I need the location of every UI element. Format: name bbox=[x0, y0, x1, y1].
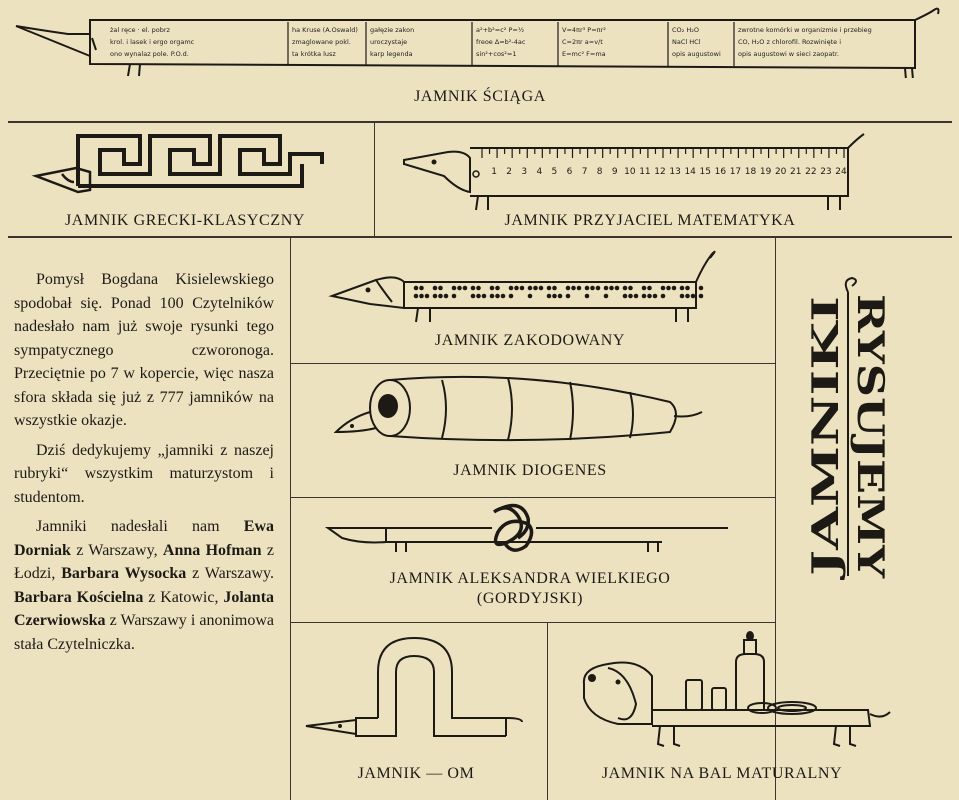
left-column-divider bbox=[290, 238, 291, 800]
mid-divider-3 bbox=[291, 622, 775, 623]
svg-text:żal ręce · el. pobrz: żal ręce · el. pobrz bbox=[110, 26, 170, 34]
ruler-number: 8 bbox=[596, 167, 603, 177]
vertical-title-word1: RYSUJEMY bbox=[849, 294, 891, 516]
caption-zakodowany: JAMNIK ZAKODOWANY bbox=[434, 332, 626, 349]
middle-divider bbox=[8, 236, 952, 238]
caption-bal: JAMNIK NA BAL MATURALNY bbox=[601, 765, 843, 782]
ruler-number: 4 bbox=[536, 167, 543, 177]
svg-text:NaCl HCl: NaCl HCl bbox=[672, 38, 701, 46]
dachshund-coded-drawing bbox=[326, 244, 726, 324]
svg-text:gałęzie zakon: gałęzie zakon bbox=[370, 26, 415, 34]
svg-text:V=4πr³ P=πr²: V=4πr³ P=πr² bbox=[562, 26, 606, 34]
ruler-number: 21 bbox=[790, 167, 802, 177]
caption-om: JAMNIK — OM bbox=[357, 765, 475, 782]
dachshund-ruler-drawing bbox=[398, 132, 868, 212]
article-paragraph-2: Dziś dedykujemy „jamniki z naszej rubryki“ wszystkim maturzystom i studentom. bbox=[14, 441, 274, 506]
svg-text:a²+b²=c² P=½: a²+b²=c² P=½ bbox=[476, 26, 525, 34]
svg-text:CO, H₂O z chlorofil. Rozwinięt: CO, H₂O z chlorofil. Rozwinięte i bbox=[738, 38, 842, 46]
ruler-number: 18 bbox=[744, 167, 757, 177]
ruler-number: 22 bbox=[805, 167, 817, 177]
dachshund-prom-drawing bbox=[578, 628, 898, 758]
article-paragraph-3: Jamniki nadesłali nam Ewa Dorniak z Warszawy, Anna Hofman z Łodzi, Barbara Wysocka z Warszawy. Barbara Kościelna z Katowic, Jolanta Czerwiowska z Warszawy i anonimowa stała Czytelniczka. bbox=[14, 518, 275, 653]
ruler-number: 6 bbox=[566, 167, 573, 177]
contributor-name: Jolanta Czerwiowska bbox=[14, 588, 275, 629]
ruler-number: 11 bbox=[639, 167, 651, 177]
svg-text:karp legenda: karp legenda bbox=[370, 50, 413, 58]
svg-text:krol. i lasek i ergo orgamc: krol. i lasek i ergo orgamc bbox=[110, 38, 195, 46]
ruler-number: 2 bbox=[506, 167, 513, 177]
svg-text:zmaglowane pokl.: zmaglowane pokl. bbox=[292, 38, 351, 46]
dachshund-barrel-drawing bbox=[330, 372, 730, 452]
ruler-number: 19 bbox=[759, 167, 772, 177]
svg-text:uroczystaje: uroczystaje bbox=[370, 38, 408, 46]
caption-matematyka: JAMNIK PRZYJACIEL MATEMATYKA bbox=[504, 212, 796, 229]
caption-sciaga: JAMNIK ŚCIĄGA bbox=[414, 88, 546, 105]
ruler-number: 7 bbox=[581, 167, 588, 177]
ruler-number: 9 bbox=[611, 167, 618, 177]
ruler-number: 14 bbox=[684, 167, 696, 177]
row2-vertical-divider bbox=[374, 123, 375, 236]
caption-grecki: JAMNIK GRECKI-KLASYCZNY bbox=[64, 212, 306, 229]
contributor-name: Barbara Kościelna bbox=[14, 588, 144, 606]
dachshund-gordian-knot-drawing bbox=[322, 502, 742, 562]
svg-text:opis augustowi: opis augustowi bbox=[672, 50, 721, 58]
svg-text:C=2πr a=v/t: C=2πr a=v/t bbox=[562, 38, 603, 46]
ruler-number: 24 bbox=[835, 167, 847, 177]
caption-aleksandra: JAMNIK ALEKSANDRA WIELKIEGO (GORDYJSKI) bbox=[389, 570, 671, 607]
ruler-number: 20 bbox=[774, 167, 787, 177]
vertical-title-word2: JAMNIKI bbox=[805, 393, 847, 576]
contributor-name: Ewa Dorniak bbox=[14, 518, 275, 559]
ruler-number: 23 bbox=[820, 167, 832, 177]
bottom-vertical-divider bbox=[547, 622, 548, 800]
svg-text:opis augustowi w sieci zaopatr: opis augustowi w sieci zaopatr. bbox=[738, 50, 840, 58]
svg-text:ha Kruse (A.Oswald): ha Kruse (A.Oswald) bbox=[292, 26, 358, 34]
ruler-number: 1 bbox=[491, 167, 497, 177]
svg-text:CO₂ H₂O: CO₂ H₂O bbox=[672, 26, 699, 34]
ruler-number: 15 bbox=[699, 167, 711, 177]
contributor-name: Barbara Wysocka bbox=[61, 565, 187, 582]
ruler-number: 10 bbox=[624, 167, 636, 177]
ruler-number: 5 bbox=[551, 167, 558, 177]
ruler-number: 17 bbox=[729, 167, 742, 177]
dachshund-cheat-sheet-drawing bbox=[10, 4, 950, 78]
dachshund-om-drawing bbox=[296, 632, 536, 742]
ruler-number: 3 bbox=[521, 167, 528, 177]
svg-text:E=mc² F=ma: E=mc² F=ma bbox=[562, 50, 606, 58]
caption-diogenes: JAMNIK DIOGENES bbox=[453, 462, 607, 479]
mid-divider-2 bbox=[291, 497, 775, 498]
mid-divider-1 bbox=[291, 363, 775, 364]
ruler-number: 13 bbox=[669, 167, 681, 177]
svg-text:freoe ∆=b²-4ac: freoe ∆=b²-4ac bbox=[476, 38, 526, 46]
article-paragraph-1: Pomysł Bogdana Kisielewskiego spodobał się. Ponad 100 Czytelników nadesłało nam już swoje rysunki tego sympatycznego czworonoga. Przeciętnie po 7 w kopercie, więc nasza sfora składa się już z 777 jamników na wszystkie okazje. bbox=[14, 271, 274, 429]
ruler-number: 12 bbox=[654, 167, 666, 177]
svg-text:zwrotne komórki w organizmie i: zwrotne komórki w organizmie i przebieg bbox=[738, 26, 872, 34]
svg-text:sin²+cos²=1: sin²+cos²=1 bbox=[476, 50, 517, 58]
svg-text:ta krótka lusz: ta krótka lusz bbox=[292, 50, 336, 58]
svg-text:ono wynalaz pole. P.O.d.: ono wynalaz pole. P.O.d. bbox=[110, 50, 189, 58]
top-divider bbox=[8, 121, 952, 123]
dachshund-greek-key-drawing bbox=[30, 124, 340, 204]
contributor-name: Anna Hofman bbox=[162, 541, 262, 559]
vertical-title-block bbox=[802, 276, 892, 582]
article-text bbox=[14, 268, 274, 662]
ruler-number: 16 bbox=[714, 167, 727, 177]
